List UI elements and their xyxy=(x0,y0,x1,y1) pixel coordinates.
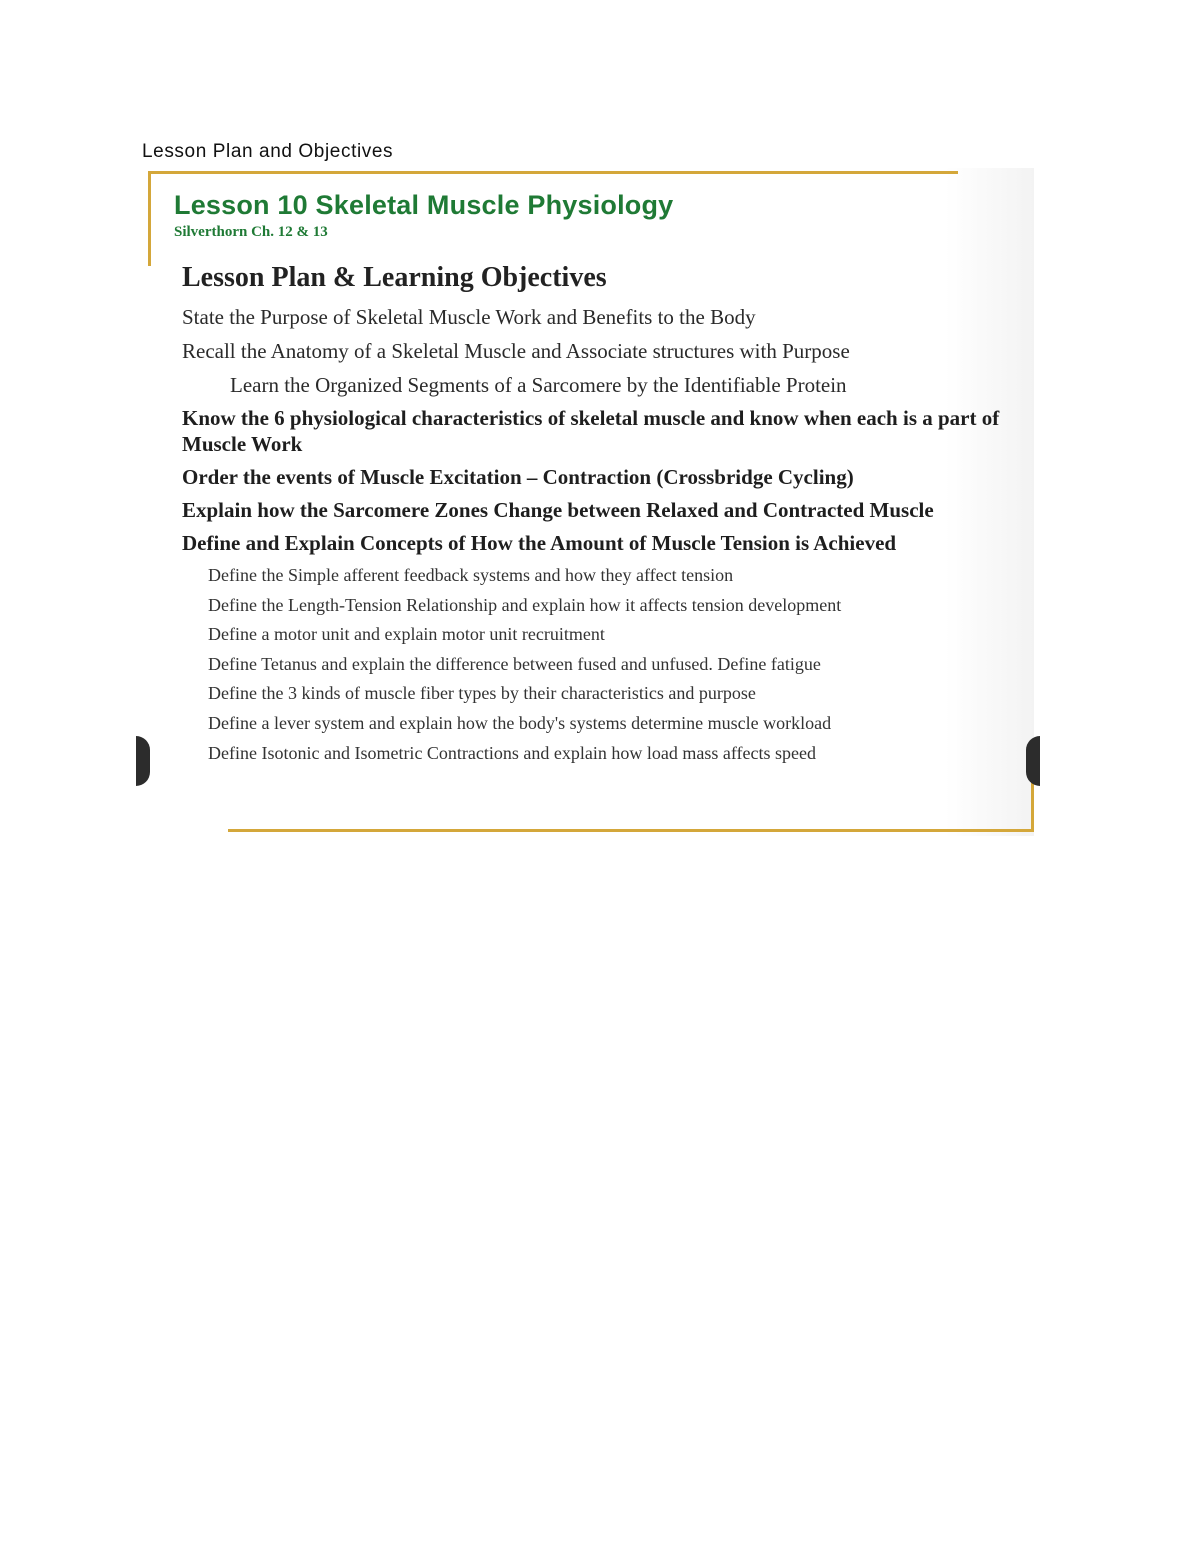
page-title: Lesson Plan and Objectives xyxy=(142,141,394,162)
objective-subitem: Define a lever system and explain how the body's systems determine muscle workload xyxy=(208,712,832,733)
objective-subitem: Define the 3 kinds of muscle fiber types by their characteristics and purpose xyxy=(208,683,756,704)
slide-border-left xyxy=(148,171,151,266)
objective-item: Explain how the Sarcomere Zones Change between Relaxed and Contracted Muscle xyxy=(182,498,934,522)
objective-subitem: Define the Length-Tension Relationship and explain how it affects tension development xyxy=(208,594,842,615)
objective-item: Know the 6 physiological characteristics of skeletal muscle and know when each is a part of Muscle Work xyxy=(182,406,1000,456)
objectives-list xyxy=(182,303,1022,770)
slide-next-arrow-icon xyxy=(1026,736,1040,786)
objectives-heading: Lesson Plan & Learning Objectives xyxy=(182,262,607,293)
objective-subitem: Define the Simple afferent feedback systems and how they affect tension xyxy=(208,565,734,585)
objective-subitem: Define Tetanus and explain the difference between fused and unfused. Define fatigue xyxy=(208,653,821,674)
objective-item: Define and Explain Concepts of How the Amount of Muscle Tension is Achieved xyxy=(182,531,897,555)
slide-prev-arrow-icon xyxy=(136,736,150,786)
objective-item: Recall the Anatomy of a Skeletal Muscle and Associate structures with Purpose xyxy=(182,339,850,363)
objective-subitem: Learn the Organized Segments of a Sarcomere by the Identifiable Protein xyxy=(230,373,847,397)
objective-subitem: Define a motor unit and explain motor unit recruitment xyxy=(208,624,605,645)
objective-item: Order the events of Muscle Excitation – Contraction (Crossbridge Cycling) xyxy=(182,465,854,489)
slide-image xyxy=(142,168,1034,836)
objective-item: State the Purpose of Skeletal Muscle Work and Benefits to the Body xyxy=(182,305,756,329)
slide-title: Lesson 10 Skeletal Muscle Physiology xyxy=(174,190,674,220)
slide-subtitle: Silverthorn Ch. 12 & 13 xyxy=(174,224,328,240)
slide-border-top xyxy=(148,171,958,174)
objective-subitem: Define Isotonic and Isometric Contractions and explain how load mass affects speed xyxy=(208,742,816,763)
slide-border-bottom xyxy=(228,829,1034,832)
